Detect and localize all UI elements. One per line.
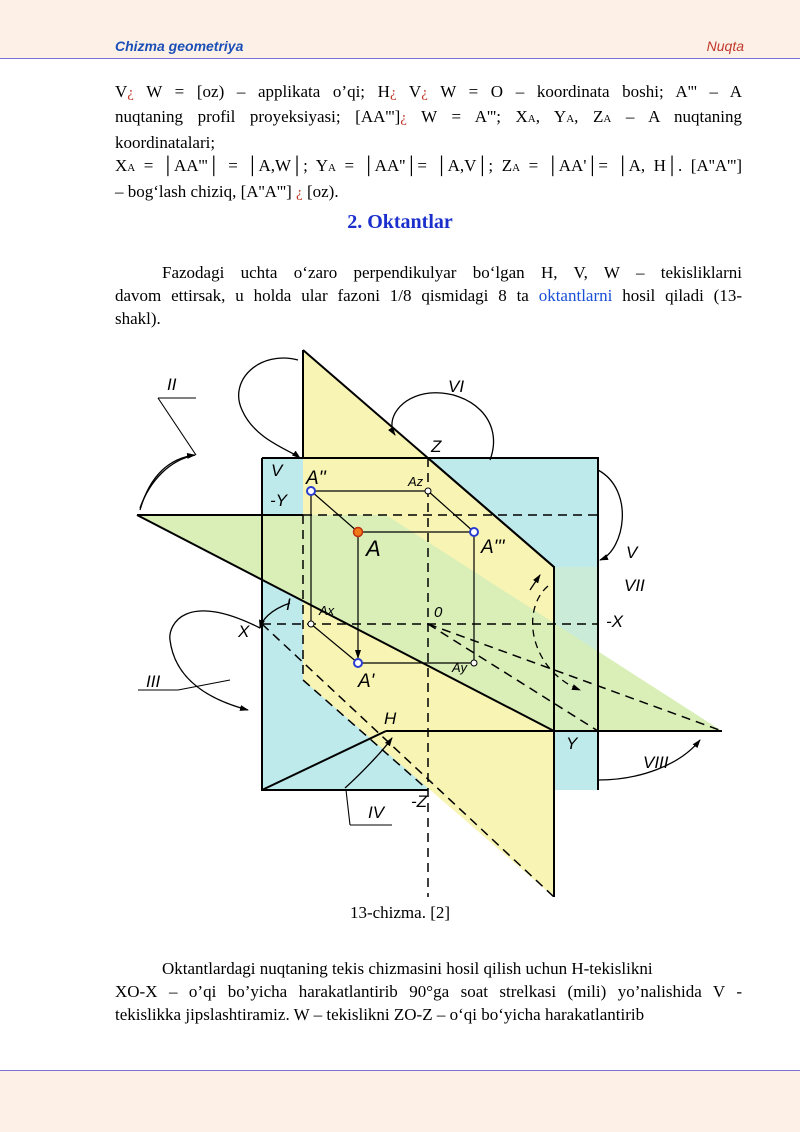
label-VI: VI (448, 377, 465, 396)
label-VIII: VIII (643, 753, 669, 772)
label-Ax: Ax (319, 603, 335, 618)
label-minusZ: -Z (411, 792, 428, 811)
label-VII: VII (624, 576, 645, 595)
para1-line1: V¿ W = [oz) – applikata o’qi; H¿ V¿ W = O – koordinata boshi; A''' – A (115, 82, 742, 101)
page-footer (0, 1070, 800, 1132)
label-III: III (146, 672, 161, 691)
book-title: Chizma geometriya (115, 38, 244, 54)
para2-line2: davom ettirsak, u holda ular fazoni 1/8 qismidagi 8 ta oktantlarni hosil qiladi (13- (115, 286, 742, 305)
label-Z: Z (431, 437, 442, 456)
para3-line3: tekislikka jipslashtiramiz. W – tekislikni ZO-Z – o‘qi bo‘yicha harakatlantirib (115, 1005, 645, 1024)
paragraph-flattening (115, 957, 742, 1026)
label-H: H (384, 709, 397, 728)
label-Ay: Ay (452, 660, 468, 675)
label-A2: A'' (306, 468, 326, 489)
point-Az (425, 488, 431, 494)
label-minusY: -Y (270, 491, 287, 510)
figure-caption: 13-chizma. [2] (349, 903, 451, 922)
label-V-plane: V (271, 461, 283, 480)
point-Ay (471, 660, 477, 666)
para2-line3: shakl). (115, 309, 161, 328)
para2-line1: Fazodagi uchta o‘zaro perpendikulyar bo‘lgan H, V, W – tekisliklarni (162, 263, 742, 282)
label-V-octant: V (626, 543, 638, 562)
label-minusX: -X (606, 612, 623, 631)
point-A (354, 528, 363, 537)
para3-line1: Oktantlardagi nuqtaning tekis chizmasini hosil qilish uchun H-tekislikni (162, 959, 653, 978)
label-O: 0 (434, 604, 443, 621)
section-title: 2. Oktantlar (347, 211, 453, 233)
para1-line2: nuqtaning profil proyeksiyasi; [AA''']¿ W = A'''; XA, YA, ZA – A nuqtaning (115, 107, 742, 126)
label-I: I (286, 595, 291, 614)
label-A3: A''' (481, 537, 505, 558)
para3-line2: XO-X – o’qi bo’yicha harakatlantirib 90°ga soat strelkasi (mili) yo’nalishida V - (115, 982, 742, 1001)
para1-line3: koordinatalari; (115, 133, 216, 152)
point-A1 (354, 659, 362, 667)
point-A3 (470, 528, 478, 536)
label-A1: A' (358, 671, 375, 692)
chapter-title: Nuqta (706, 38, 744, 54)
label-IV: IV (368, 803, 385, 822)
label-X: X (238, 622, 250, 641)
label-II: II (167, 375, 177, 394)
label-Y: Y (566, 734, 578, 753)
point-Ax (308, 621, 314, 627)
label-A: A (366, 536, 381, 561)
octants-link[interactable]: oktantlarni (538, 286, 613, 305)
para1-line5: – bog‘lash chiziq, [A''A'''] ¿ [oz). (115, 182, 339, 201)
label-Az: Az (408, 474, 424, 489)
para1-line4: XA = │AA'''│ = │A,W│; YA = │AA''│= │A,V│; ZA = │AA'│= │A, H│. [A''A'''] (115, 156, 742, 175)
